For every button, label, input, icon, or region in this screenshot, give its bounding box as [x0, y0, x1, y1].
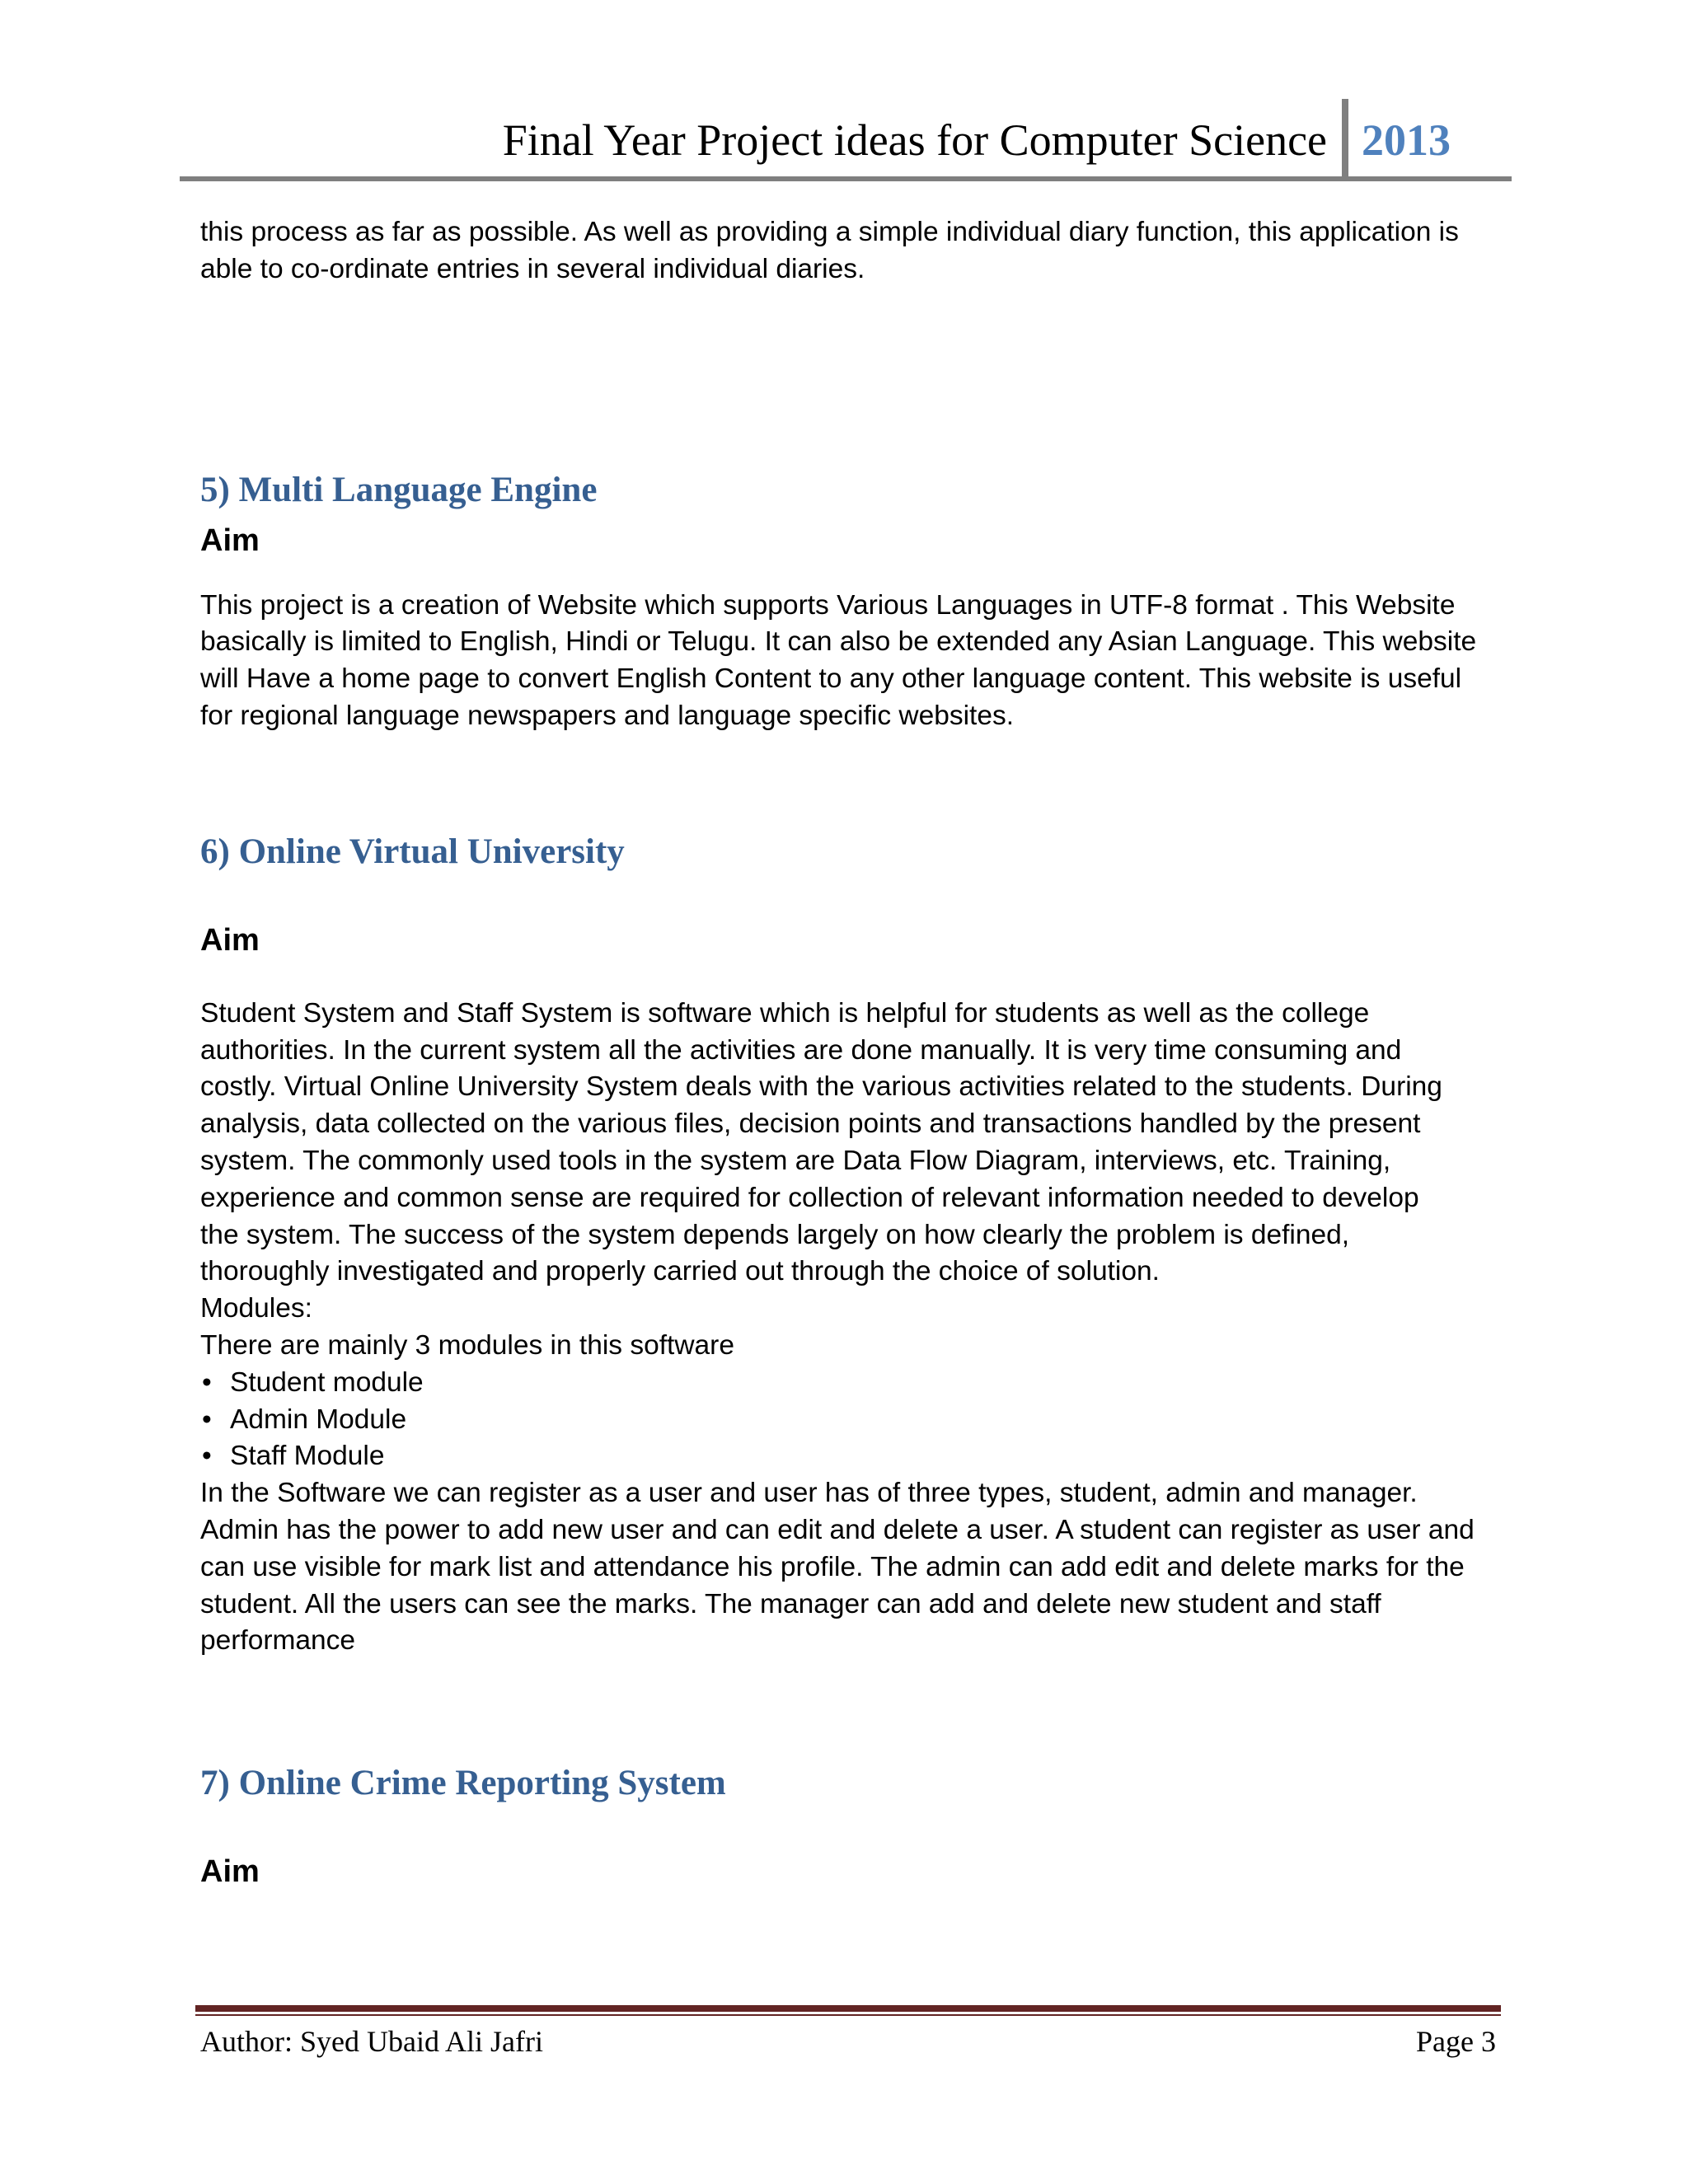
modules-label: Modules: — [200, 1293, 312, 1324]
section-heading: 6) Online Virtual University — [200, 832, 625, 871]
paragraph-line: authorities. In the current system all the activities are done manually. It is very time consuming and — [200, 1034, 1402, 1066]
footer-rule-thick — [195, 2005, 1501, 2012]
footer-author: Author: Syed Ubaid Ali Jafri — [200, 2025, 543, 2058]
paragraph-line: Student System and Staff System is software which is helpful for students as well as the college — [200, 997, 1370, 1029]
page-content — [200, 214, 1498, 1894]
aim-heading: Aim — [200, 1854, 260, 1890]
section-multi-language-engine — [200, 466, 1498, 735]
footer-rule-thin — [195, 2014, 1501, 2016]
paragraph-line: In the Software we can register as a user and user has of three types, student, admin and manager. — [200, 1478, 1418, 1509]
list-item: • Student module — [200, 1365, 1498, 1402]
section-heading: 7) Online Crime Reporting System — [200, 1764, 726, 1803]
paragraph-line: can use visible for mark list and attendance his profile. The admin can add edit and delete marks for the — [200, 1551, 1465, 1582]
header-rule — [180, 176, 1512, 181]
paragraph-line: student. All the users can see the marks. The manager can add and delete new student and staff — [200, 1588, 1381, 1619]
section-paragraph — [200, 996, 1498, 1660]
paragraph-line: costly. Virtual Online University System deals with the various activities related to the students. During — [200, 1071, 1442, 1103]
section-online-virtual-university — [200, 827, 1498, 1660]
modules-list — [200, 1365, 1498, 1475]
section-online-crime-reporting-system — [200, 1759, 1498, 1894]
aim-heading: Aim — [200, 523, 260, 558]
paragraph-line: the system. The success of the system depends largely on how clearly the problem is defined, — [200, 1219, 1350, 1250]
intro-line: this process as far as possible. As well as providing a simple individual diary function, this application is — [200, 217, 1459, 247]
section-heading: 5) Multi Language Engine — [200, 470, 598, 509]
page-number: Page 3 — [1416, 2025, 1496, 2058]
section-paragraph — [200, 588, 1498, 735]
modules-intro: There are mainly 3 modules in this software — [200, 1329, 734, 1361]
paragraph-line: system. The commonly used tools in the system are Data Flow Diagram, interviews, etc. Training, — [200, 1145, 1391, 1176]
list-item: • Staff Module — [200, 1438, 1498, 1475]
paragraph-line: This project is a creation of Website which supports Various Languages in UTF-8 format . This Website — [200, 589, 1456, 621]
paragraph-line: Admin has the power to add new user and can edit and delete a user. A student can register as user and — [200, 1514, 1475, 1545]
list-item: • Admin Module — [200, 1402, 1498, 1439]
header-title: Final Year Project ideas for Computer Science — [502, 115, 1327, 165]
intro-paragraph — [200, 214, 1498, 288]
paragraph-line: analysis, data collected on the various files, decision points and transactions handled by the present — [200, 1108, 1421, 1140]
paragraph-line: thoroughly investigated and properly carried out through the choice of solution. — [200, 1256, 1160, 1287]
paragraph-line: for regional language newspapers and language specific websites. — [200, 700, 1015, 731]
paragraph-line: will Have a home page to convert English Content to any other language content. This website is useful — [200, 663, 1462, 695]
header-divider — [1342, 99, 1348, 181]
intro-line: able to co-ordinate entries in several individual diaries. — [200, 253, 865, 284]
paragraph-line: basically is limited to English, Hindi or Telugu. It can also be extended any Asian Language. This website — [200, 626, 1477, 658]
paragraph-line: performance — [200, 1625, 356, 1657]
aim-heading: Aim — [200, 922, 260, 958]
paragraph-line: experience and common sense are required for collection of relevant information needed to develop — [200, 1182, 1419, 1213]
header-year: 2013 — [1362, 115, 1451, 165]
